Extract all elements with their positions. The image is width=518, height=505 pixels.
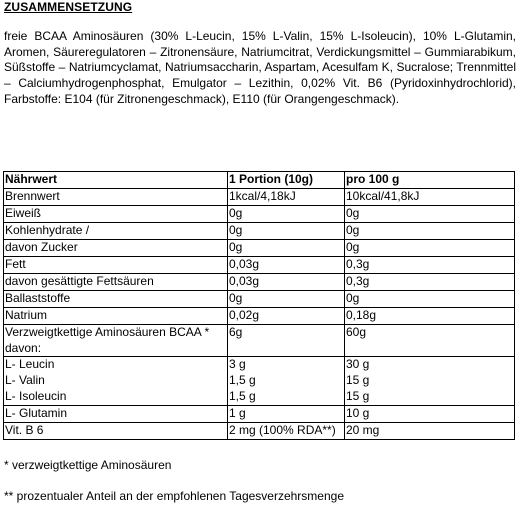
nutrient-name: davon Zucker	[4, 240, 228, 257]
table-row	[4, 223, 515, 240]
per-100g-value: 0,18g	[345, 308, 515, 325]
nutrient-name	[4, 325, 228, 357]
table-row	[4, 406, 515, 423]
portion-value: 2 mg (100% RDA**)	[228, 423, 345, 440]
nutrient-name: Brennwert	[4, 189, 228, 206]
table-row	[4, 257, 515, 274]
per-100g-value: 0g	[345, 291, 515, 308]
per-100g-value: 10kcal/41,8kJ	[345, 189, 515, 206]
header-per-100g: pro 100 g	[345, 172, 515, 189]
portion-value: 1,5 g	[228, 373, 345, 389]
portion-value: 0,03g	[228, 274, 345, 291]
nutrient-name: Eiweiß	[4, 206, 228, 223]
nutrient-name: Ballaststoffe	[4, 291, 228, 308]
per-100g-value: 20 mg	[345, 423, 515, 440]
per-100g-value: 0g	[345, 206, 515, 223]
portion-value: 0,03g	[228, 257, 345, 274]
nutrient-name: Kohlenhydrate /	[4, 223, 228, 240]
portion-value: 0g	[228, 240, 345, 257]
per-100g-value: 0,3g	[345, 257, 515, 274]
nutrient-name: Vit. B 6	[4, 423, 228, 440]
per-100g-value: 0,3g	[345, 274, 515, 291]
per-100g-value: 30 g	[345, 357, 515, 374]
portion-value: 6g	[228, 325, 345, 357]
portion-value: 1 g	[228, 406, 345, 423]
table-header-row	[4, 172, 515, 189]
table-row	[4, 423, 515, 440]
table-row-bcaa	[4, 325, 515, 357]
per-100g-value: 10 g	[345, 406, 515, 423]
nutrient-name: L- Isoleucin	[4, 389, 228, 406]
per-100g-value: 0g	[345, 240, 515, 257]
footnote-rda: ** prozentualer Anteil an der empfohlenen Tagesverzehrsmenge	[4, 489, 344, 503]
table-row	[4, 291, 515, 308]
per-100g-value: 15 g	[345, 373, 515, 389]
table-row	[4, 240, 515, 257]
nutrient-name: davon gesättigte Fettsäuren	[4, 274, 228, 291]
header-portion: 1 Portion (10g)	[228, 172, 345, 189]
portion-value: 0g	[228, 206, 345, 223]
nutrient-name: L- Glutamin	[4, 406, 228, 423]
table-row	[4, 189, 515, 206]
table-row	[4, 389, 515, 406]
nutrient-name: Fett	[4, 257, 228, 274]
footnote-bcaa: * verzweigtkettige Aminosäuren	[4, 458, 172, 472]
per-100g-value: 0g	[345, 223, 515, 240]
portion-value: 0g	[228, 223, 345, 240]
nutrient-name: L- Valin	[4, 373, 228, 389]
portion-value: 0g	[228, 291, 345, 308]
table-row	[4, 357, 515, 374]
per-100g-value: 60g	[345, 325, 515, 357]
bcaa-sublabel: davon:	[5, 340, 42, 355]
portion-value: 1kcal/4,18kJ	[228, 189, 345, 206]
table-row	[4, 373, 515, 389]
portion-value: 1,5 g	[228, 389, 345, 406]
bcaa-label: Verzweigtkettige Aminosäuren BCAA *	[5, 325, 210, 339]
section-heading: ZUSAMMENSETZUNG	[4, 0, 133, 14]
nutrient-name: Natrium	[4, 308, 228, 325]
nutrient-name: L- Leucin	[4, 357, 228, 374]
header-nutrient: Nährwert	[4, 172, 228, 189]
portion-value: 0,02g	[228, 308, 345, 325]
table-row	[4, 274, 515, 291]
portion-value: 3 g	[228, 357, 345, 374]
nutrition-table	[3, 171, 515, 440]
per-100g-value: 15 g	[345, 389, 515, 406]
table-row	[4, 206, 515, 223]
table-row	[4, 308, 515, 325]
ingredients-text: freie BCAA Aminosäuren (30% L-Leucin, 15% L-Valin, 15% L-Isoleucin), 10% L-Glutamin, Aromen, Säureregulatoren – Zitronensäure, Natriumcitrat, Verdickungsmittel – Gummiarabikum, Süßstoffe – Natriumcyclamat, Natriumsaccharin, Aspartam, Acesulfam K, Sucralose; Trennmittel – Calciumhydrogenphosphat, Emulgator – Lezithin, 0,02% Vit. B6 (Pyridoxinhydrochlorid), Farbstoffe: E104 (für Zitronengeschmack), E110 (für Orangengeschmack).	[4, 29, 516, 106]
